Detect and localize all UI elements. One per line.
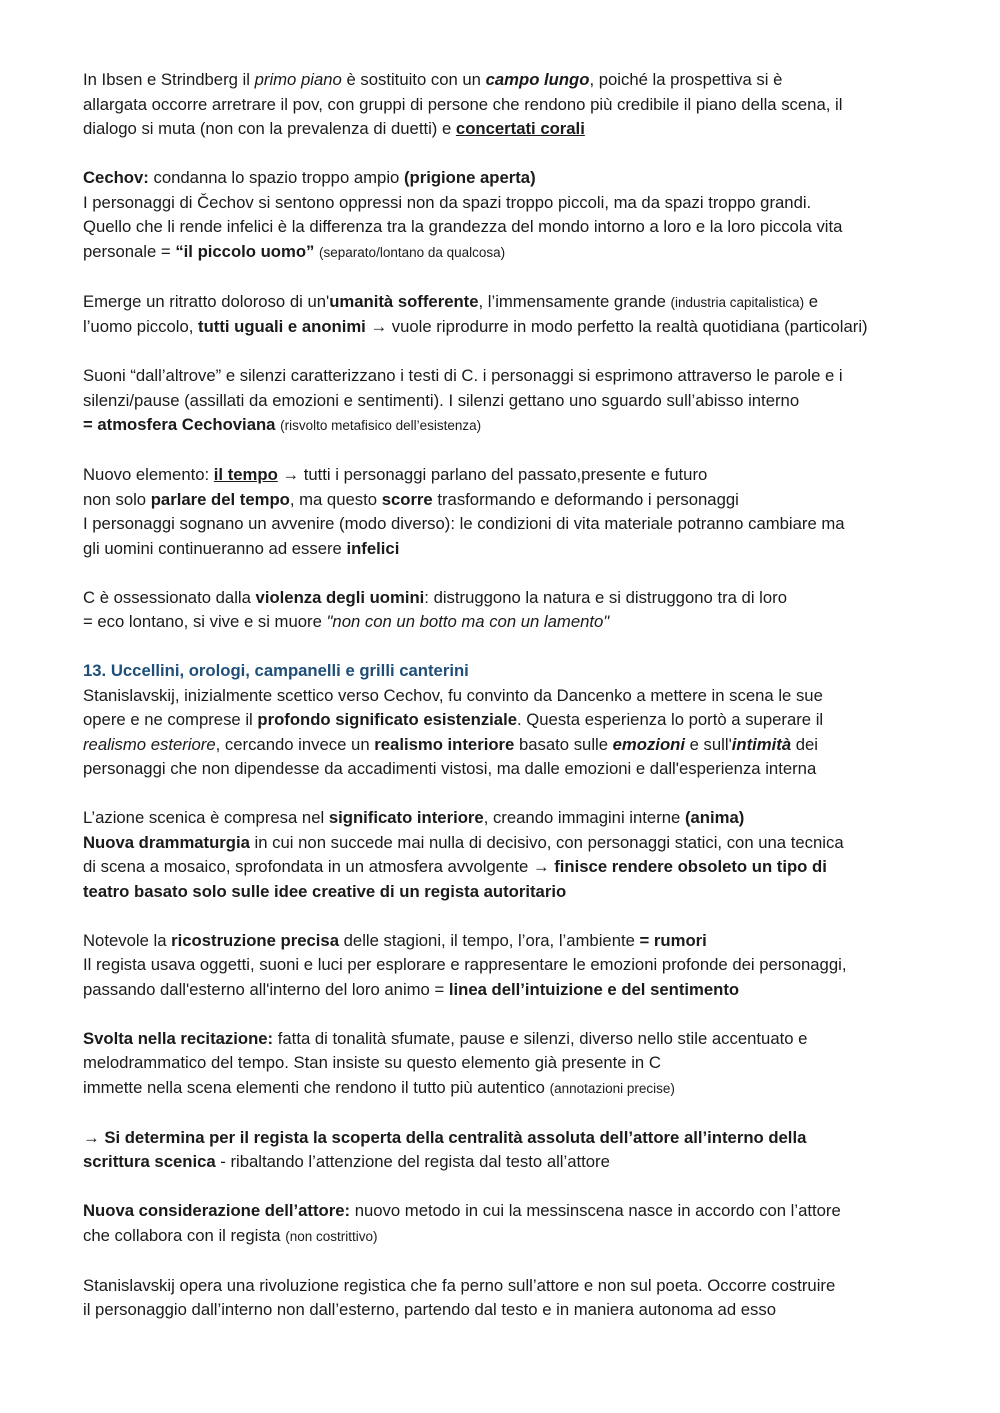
- text-run: non solo: [83, 489, 151, 509]
- text-run: e: [804, 291, 818, 311]
- emphasis-text: infelici: [346, 538, 400, 558]
- paragraph: [83, 806, 933, 904]
- emphasis-text: profondo significato esistenziale: [257, 710, 518, 729]
- text-run: I personaggi di Čechov si sentono oppressi non da spazi troppo piccoli, ma da spazi troppo grandi.: [83, 192, 812, 212]
- emphasis-text: emozioni: [612, 734, 685, 754]
- text-line: [83, 757, 933, 782]
- text-line: [83, 290, 933, 316]
- emphasis-text: teatro basato solo sulle idee creative di un regista autoritario: [83, 881, 567, 901]
- paragraph: [83, 1126, 933, 1175]
- text-line: [83, 191, 933, 216]
- text-run: allargata occorre arretrare il pov, con gruppi di persone che rendono più credibile il piano della scena, il: [83, 94, 843, 114]
- text-run: immette nella scena elementi che rendono il tutto più autentico: [83, 1077, 550, 1097]
- text-run: condanna lo spazio troppo ampio: [148, 168, 404, 187]
- text-run: , cercando invece un: [215, 734, 375, 754]
- text-line: [83, 315, 933, 340]
- emphasis-text: realismo esteriore: [83, 734, 216, 754]
- text-run: dei: [791, 734, 819, 754]
- text-run: dialogo si muta (non con la prevalenza di duetti) e: [83, 119, 456, 138]
- text-line: [83, 413, 933, 439]
- text-run: , creando immagini interne: [483, 808, 685, 827]
- text-run: di scena a mosaico, sprofondata in un atmosfera avvolgente →: [83, 857, 555, 876]
- text-line: [83, 1150, 933, 1175]
- text-line: [83, 364, 933, 389]
- small-note: (risvolto metafisico dell’esistenza): [280, 418, 482, 433]
- paragraph: [83, 364, 933, 439]
- small-note: (separato/lontano da qualcosa): [319, 244, 506, 260]
- text-line: [83, 1126, 933, 1151]
- text-run: nuovo metodo in cui la messinscena nasce in accordo con l’attore: [350, 1201, 841, 1220]
- small-note: (industria capitalistica): [670, 294, 805, 310]
- text-line: [83, 1051, 933, 1076]
- text-run: I personaggi sognano un avvenire (modo diverso): le condizioni di vita materiale potranno cambiare ma: [83, 514, 845, 533]
- text-run: C è ossessionato dalla: [83, 587, 256, 607]
- text-run: che collabora con il regista: [83, 1225, 286, 1245]
- text-line: [83, 68, 933, 93]
- text-line: [83, 240, 933, 266]
- emphasis-text: scorre: [381, 489, 433, 509]
- text-line: [83, 93, 933, 118]
- emphasis-text: primo piano: [254, 70, 342, 89]
- text-line: [83, 953, 933, 978]
- emphasis-text: realismo interiore: [374, 734, 515, 754]
- text-line: [83, 117, 933, 142]
- text-run: passando dall'esterno all'interno del loro animo =: [83, 979, 449, 999]
- text-run: Nuovo elemento:: [83, 465, 214, 484]
- text-run: Stanislavskij opera una rivoluzione registica che fa perno sull’attore e non sul poeta. Occorre costruire: [83, 1275, 836, 1295]
- text-run: - ribaltando l’attenzione del regista dal testo all’attore: [215, 1152, 610, 1171]
- text-run: → vuole riprodurre in modo perfetto la realtà quotidiana (particolari): [365, 317, 868, 336]
- text-run: personale =: [83, 241, 176, 261]
- text-line: [83, 1274, 933, 1299]
- text-run: è sostituito con un: [341, 70, 486, 89]
- text-run: fatta di tonalità sfumate, pause e silenzi, diverso nello stile accentuato e: [273, 1028, 808, 1048]
- paragraph: [83, 1199, 933, 1249]
- text-line: [83, 733, 933, 758]
- text-run: il personaggio dall’interno non dall’esterno, partendo dal testo e in maniera autonoma ad esso: [83, 1300, 776, 1319]
- emphasis-text: campo lungo: [485, 70, 590, 89]
- text-run: Emerge un ritratto doloroso di un': [83, 291, 330, 311]
- text-run: personaggi che non dipendesse da accadimenti vistosi, ma dalle emozioni e dall'esperienza interna: [83, 759, 817, 778]
- emphasis-text: scrittura scenica: [83, 1152, 216, 1171]
- text-line: [83, 855, 933, 880]
- text-run: In Ibsen e Strindberg il: [83, 70, 255, 89]
- emphasis-text: Cechov:: [83, 168, 149, 187]
- emphasis-text: Nuova considerazione dell’attore:: [83, 1201, 351, 1220]
- text-run: e sull': [684, 734, 732, 754]
- emphasis-text: linea dell’intuizione e del sentimento: [448, 979, 740, 999]
- text-run: basato sulle: [514, 734, 613, 754]
- paragraph: [83, 586, 933, 635]
- emphasis-text: concertati corali: [455, 119, 585, 138]
- text-line: [83, 1298, 933, 1323]
- paragraph: [83, 166, 933, 265]
- text-run: melodrammatico del tempo. Stan insiste su questo elemento già presente in C: [83, 1053, 661, 1072]
- text-run: , l’immensamente grande: [478, 291, 671, 311]
- text-line: [83, 463, 933, 488]
- emphasis-text: “il piccolo uomo”: [175, 241, 315, 261]
- document-page: [83, 68, 933, 1347]
- text-run: gli uomini continueranno ad essere: [83, 538, 347, 558]
- text-line: [83, 831, 933, 856]
- text-run: l’uomo piccolo,: [83, 317, 199, 336]
- emphasis-text: (anima): [684, 808, 745, 827]
- emphasis-text: = rumori: [639, 930, 707, 950]
- small-note: (non costrittivo): [285, 1228, 378, 1244]
- text-run: silenzi/pause (assillati da emozioni e sentimenti). I silenzi gettano uno sguardo sull’abisso interno: [83, 390, 800, 410]
- text-run: , ma questo: [289, 489, 382, 509]
- emphasis-text: significato interiore: [328, 808, 484, 827]
- emphasis-text: parlare del tempo: [150, 489, 290, 509]
- emphasis-text: Svolta nella recitazione:: [83, 1028, 274, 1048]
- text-line: [83, 880, 933, 905]
- section-heading: 13. Uccellini, orologi, campanelli e grilli canterini: [83, 661, 469, 680]
- emphasis-text: umanità sofferente: [329, 291, 479, 311]
- text-line: [83, 586, 933, 611]
- emphasis-text: Nuova drammaturgia: [83, 832, 250, 852]
- text-run: . Questa esperienza lo portò a superare il: [517, 710, 824, 729]
- text-line: [83, 537, 933, 562]
- emphasis-text: "non con un botto ma con un lamento": [326, 612, 610, 631]
- text-run: in cui non succede mai nulla di decisivo, con personaggi statici, con una tecnica: [249, 832, 844, 852]
- emphasis-text: violenza degli uomini: [255, 587, 425, 607]
- text-run: opere e ne comprese il: [83, 710, 258, 729]
- text-line: [83, 684, 933, 709]
- text-run: Notevole la: [83, 930, 172, 950]
- emphasis-text: = atmosfera Cechoviana: [83, 415, 276, 434]
- paragraph: [83, 290, 933, 340]
- emphasis-text: finisce rendere obsoleto un tipo di: [554, 857, 827, 876]
- emphasis-text: ricostruzione precisa: [171, 930, 339, 950]
- text-run: , poiché la prospettiva si è: [589, 70, 783, 89]
- emphasis-text: tutti uguali e anonimi: [198, 317, 366, 336]
- text-run: delle stagioni, il tempo, l’ora, l’ambiente: [339, 930, 640, 950]
- text-line: [83, 978, 933, 1003]
- paragraph: [83, 68, 933, 142]
- text-run: Il regista usava oggetti, suoni e luci per esplorare e rappresentare le emozioni profonde dei personaggi,: [83, 955, 847, 974]
- emphasis-text: intimità: [731, 734, 792, 754]
- small-note: (annotazioni precise): [549, 1080, 675, 1096]
- text-line: [83, 389, 933, 414]
- text-line: [83, 1027, 933, 1052]
- text-run: trasformando e deformando i personaggi: [432, 489, 739, 509]
- text-run: Stanislavskij, inizialmente scettico verso Cechov, fu convinto da Dancenko a mettere in scena le sue: [83, 685, 823, 705]
- text-run: L’azione scenica è compresa nel: [83, 808, 329, 827]
- paragraph: [83, 463, 933, 561]
- text-run: : distruggono la natura e si distruggono tra di loro: [424, 587, 788, 607]
- paragraph: [83, 1274, 933, 1323]
- text-run: = eco lontano, si vive e si muore: [83, 612, 327, 631]
- text-line: [83, 488, 933, 513]
- text-run: Quello che li rende infelici è la differenza tra la grandezza del mondo intorno a loro e la loro piccola vita: [83, 217, 843, 236]
- text-line: [83, 708, 933, 733]
- text-line: [83, 166, 933, 191]
- text-line: [83, 929, 933, 954]
- text-line: [83, 806, 933, 831]
- text-line: [83, 1224, 933, 1250]
- text-line: [83, 215, 933, 240]
- paragraph: [83, 684, 933, 782]
- paragraph: [83, 929, 933, 1003]
- text-line: [83, 1199, 933, 1224]
- text-run: → tutti i personaggi parlano del passato,presente e futuro: [277, 465, 708, 484]
- emphasis-text: → Si determina per il regista la scoperta della centralità assoluta dell’attore all’interno della: [83, 1127, 807, 1147]
- text-line: [83, 512, 933, 537]
- emphasis-text: (prigione aperta): [403, 168, 536, 187]
- text-line: [83, 1076, 933, 1102]
- text-line: [83, 610, 933, 635]
- paragraph: [83, 1027, 933, 1102]
- emphasis-text: il tempo: [213, 465, 278, 484]
- text-run: Suoni “dall’altrove” e silenzi caratterizzano i testi di C. i personaggi si esprimono attraverso le parole e i: [83, 366, 843, 385]
